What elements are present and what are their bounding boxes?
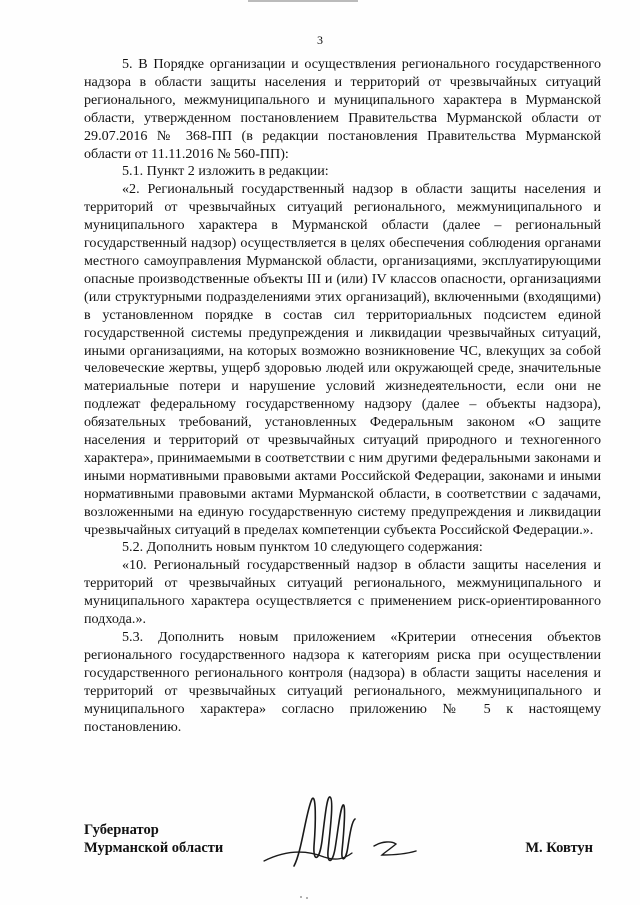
scan-speck: [306, 897, 308, 899]
paragraph-5-3: 5.3. Дополнить новым приложением «Критерии отнесения объектов регионального государственного надзора к категориям риска при осуществлении государственного регионального контроля (надзора) в области защиты населения и территорий от чрезвычайных ситуаций регионального, межмуниципального и муниципального характера» согласно приложению № 5 к настоящему постановлению.: [84, 629, 601, 735]
scan-speck: [300, 896, 302, 898]
paragraph-quoted-10: «10. Региональный государственный надзор в области защиты населения и территорий от чрезвычайных ситуаций регионального, межмуниципального и муниципального характера осуществляется с применением риск-ориентированного подхода.».: [84, 557, 601, 628]
signatory-name: М. Ковтун: [525, 840, 593, 856]
handwritten-signature: [224, 791, 464, 881]
signatory-title-line1: Губернатор: [84, 822, 159, 838]
scan-edge-mark: [248, 0, 358, 2]
paragraph-5-2: 5.2. Дополнить новым пунктом 10 следующего содержания:: [122, 539, 483, 556]
signatory-title: [84, 821, 223, 857]
page-number: 3: [317, 33, 323, 47]
signature-block: [84, 821, 601, 881]
paragraph-quoted-2: «2. Региональный государственный надзор в области защиты населения и территорий от чрезвычайных ситуаций регионального, межмуниципального и муниципального характера в Мурманской области (далее – региональный государственный надзор) осуществляется в целях обеспечения соблюдения органами местного самоуправления Мурманской области, организациями, эксплуатирующими опасные производственные объекты III и (или) IV классов опасности, организациями (или структурными подразделениями этих организаций), включенными (входящими) в установленном порядке в состав сил территориальных подсистем единой государственной системы предупреждения и ликвидации чрезвычайных ситуаций, иными организациями, на которых возможно возникновение ЧС, влекущих за собой человеческие жертвы, ущерб здоровью людей или окружающей среде, значительные материальные потери и нарушение условий жизнедеятельности, если они не подлежат федеральному государственному надзору (далее – объекты надзора), обязательных требований, установленных Федеральным законом «О защите населения и территорий от чрезвычайных ситуаций природного и техногенного характера», принимаемыми в соответствии с ним другими федеральными законами и иными нормативными правовыми актами Российской Федерации, законами и иными нормативными правовыми актами Мурманской области, в соответствии с задачами, возложенными на единую государственную систему предупреждения и ликвидации чрезвычайных ситуаций в пределах компетенции субъекта Российской Федерации.».: [84, 181, 601, 538]
paragraph-5: 5. В Порядке организации и осуществления регионального государственного надзора в области защиты населения и территорий от чрезвычайных ситуаций регионального, межмуниципального и муниципального характера в Мурманской области, утвержденном постановлением Правительства Мурманской области от 29.07.2016 № 368-ПП (в редакции постановления Правительства Мурманской области от 11.11.2016 № 560-ПП):: [84, 56, 601, 162]
paragraph-5-1: 5.1. Пункт 2 изложить в редакции:: [122, 163, 329, 180]
signatory-title-line2: Мурманской области: [84, 840, 224, 856]
document-body: [84, 56, 601, 736]
